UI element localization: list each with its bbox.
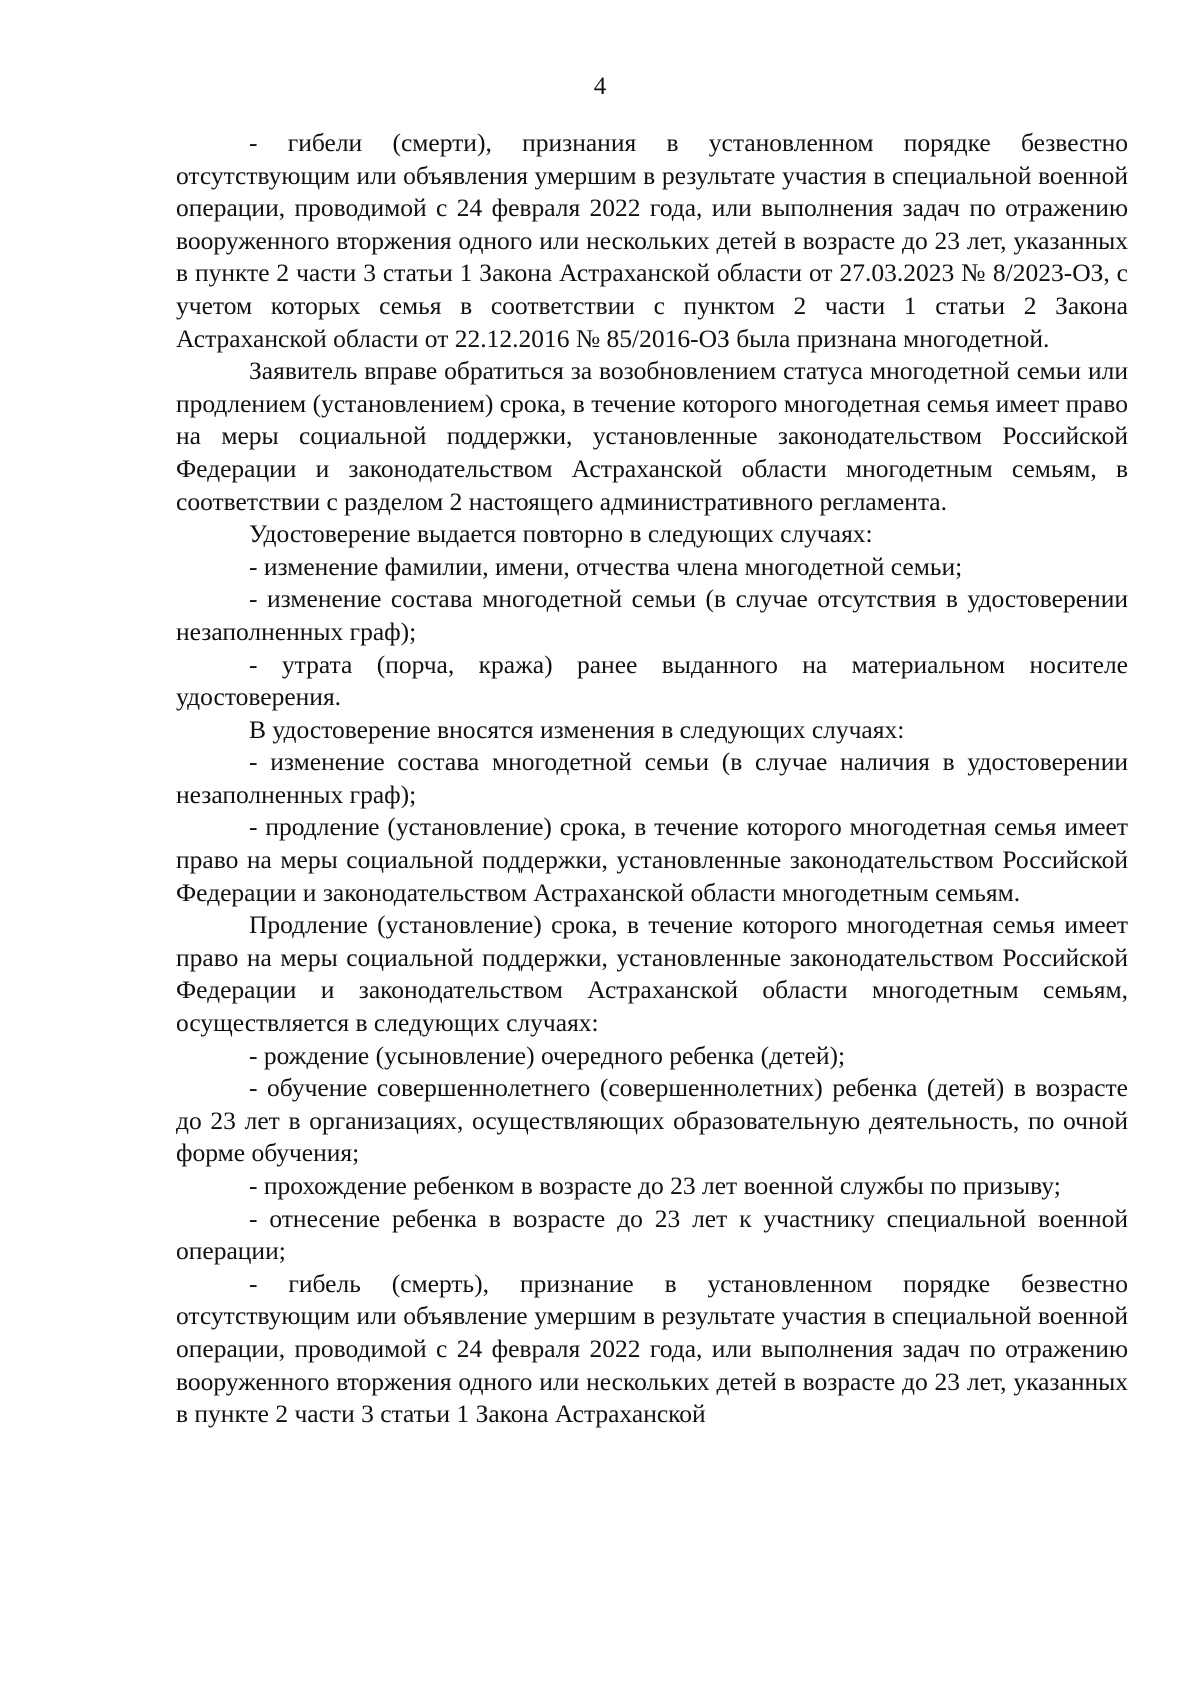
list-item-military-service: - прохождение ребенком в возрасте до 23 лет военной службы по призыву; (249, 1171, 1061, 1200)
paragraph-changes-heading: В удостоверение вносятся изменения в следующих случаях: (249, 714, 905, 744)
list-item-death: - гибель (смерть), признание в установленном порядке безвестно отсутствующим или объявление умершим в результате участия в специальной военной операции, проводимой с 24 февраля 2022 года, или выполнения задач по отражению вооруженного вторжения одного или нескольких детей в возрасте до 23 лет, указанных в пункте 2 части 3 статьи 1 Закона Астраханской (176, 1268, 1128, 1429)
page-number: 4 (593, 73, 607, 100)
list-item-birth: - рождение (усыновление) очередного ребенка (детей); (249, 1040, 846, 1070)
paragraph-applicant-right: Заявитель вправе обратиться за возобновлением статуса многодетной семьи или продлением (установлением) срока, в течение которого многодетная семья имеет право на меры социальной поддержки, установленные законодательством Российской Федерации и законодательством Астраханской области многодетным семьям, в соответствии с разделом 2 настоящего административного регламента. (176, 356, 1128, 516)
list-item-term-extension: - продление (установление) срока, в течение которого многодетная семья имеет право на меры социальной поддержки, установленные законодательством Российской Федерации и законодательством Астраханской области многодетным семьям. (176, 812, 1128, 907)
list-item-education: - обучение совершеннолетнего (совершеннолетних) ребенка (детей) в возрасте до 23 лет в организациях, осуществляющих образовательную деятельность, по очной форме обучения; (176, 1073, 1128, 1168)
paragraph-death-of-child: - гибели (смерти), признания в установленном порядке безвестно отсутствующим или объявления умершим в результате участия в специальной военной операции, проводимой с 24 февраля 2022 года, или выполнения задач по отражению вооруженного вторжения одного или нескольких детей в возрасте до 23 лет, указанных в пункте 2 части 3 статьи 1 Закона Астраханской области от 27.03.2023 № 8/2023-ОЗ, с учетом которых семья в соответствии с пунктом 2 части 1 статьи 2 Закона Астраханской области от 22.12.2016 № 85/2016-ОЗ была признана многодетной. (176, 128, 1128, 353)
paragraph-extension-heading: Продление (установление) срока, в течение которого многодетная семья имеет право на меры социальной поддержки, установленные законодательством Российской Федерации и законодательством Астраханской области многодетным семьям, осуществляется в следующих случаях: (176, 910, 1128, 1038)
list-item-loss: - утрата (порча, кража) ранее выданного на материальном носителе удостоверения. (176, 649, 1128, 712)
document-body (176, 127, 1128, 1431)
paragraph-reissue-heading: Удостоверение выдается повторно в следующих случаях: (249, 519, 873, 549)
list-item-special-operation: - отнесение ребенка в возрасте до 23 лет к участнику специальной военной операции; (176, 1203, 1128, 1266)
list-item-composition-change-with-columns: - изменение состава многодетной семьи (в случае наличия в удостоверении незаполненных граф); (176, 747, 1128, 809)
list-item-composition-change-no-columns: - изменение состава многодетной семьи (в случае отсутствия в удостоверении незаполненных граф); (176, 584, 1128, 646)
list-item-name-change: - изменение фамилии, имени, отчества члена многодетной семьи; (249, 551, 963, 581)
